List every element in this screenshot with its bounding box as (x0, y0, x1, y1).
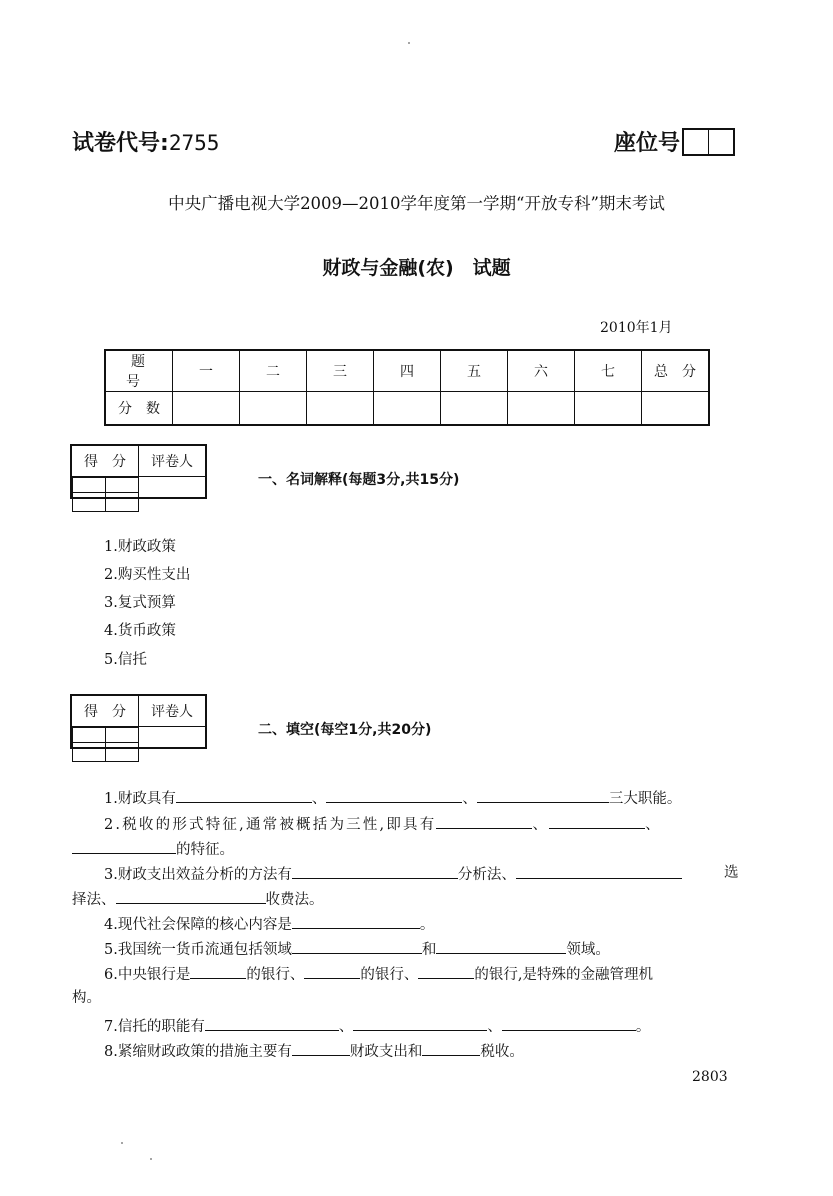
score-cell[interactable] (374, 392, 441, 426)
answer-blank[interactable] (353, 1015, 487, 1031)
question-text: 。 (635, 1019, 651, 1035)
grader-name-label: 评卷人 (139, 695, 207, 727)
question-text: 、 (311, 791, 327, 807)
question-text: 财政支出和 (349, 1044, 423, 1060)
grader-score-cell[interactable] (73, 478, 106, 512)
grader-score-label: 得 分 (71, 445, 139, 477)
section-2-heading: 二、填空(每空1分,共20分) (258, 722, 432, 738)
score-table-header-row (105, 350, 709, 392)
answer-blank[interactable] (72, 838, 176, 854)
question-text: 、 (645, 817, 662, 833)
score-table-score-row (105, 392, 709, 426)
answer-blank[interactable] (436, 813, 532, 829)
exam-title: 财政与金融(农) 试题 (322, 257, 511, 279)
seat-number-boxes[interactable] (682, 128, 735, 156)
page-number: 2803 (692, 1069, 728, 1085)
question-text: 6.中央银行是 (104, 967, 191, 983)
score-cell[interactable] (441, 392, 508, 426)
question-text: 选 (724, 865, 739, 881)
seat-number-label: 座位号 (614, 131, 681, 156)
answer-blank[interactable] (326, 787, 462, 803)
score-table (104, 349, 710, 426)
answer-blank[interactable] (116, 888, 266, 904)
score-cell[interactable] (508, 392, 575, 426)
grader-name-cell[interactable] (105, 728, 138, 762)
term-item: 2.购买性支出 (104, 567, 191, 583)
question-text: 分析法、 (457, 867, 516, 883)
fill-question-6-cont: 构。 (72, 990, 101, 1006)
score-header-cell: 三 (307, 350, 374, 392)
exam-code-number: 2755 (168, 131, 220, 155)
exam-code-label: 试卷代号: (72, 131, 169, 156)
question-text: 收费法。 (265, 892, 324, 908)
question-text: 的银行,是特殊的金融管理机 (474, 967, 653, 983)
answer-blank[interactable] (176, 787, 312, 803)
fill-question-6 (104, 963, 653, 985)
scan-speck (150, 1158, 152, 1160)
score-header-cell: 四 (374, 350, 441, 392)
score-header-cell: 总 分 (642, 350, 710, 392)
grader-score-label: 得 分 (71, 695, 139, 727)
question-text: 择法、 (72, 892, 116, 908)
question-text: 、 (487, 1019, 502, 1035)
answer-blank[interactable] (292, 863, 458, 879)
answer-blank[interactable] (516, 863, 682, 879)
score-cell[interactable] (307, 392, 374, 426)
term-item: 3.复式预算 (104, 595, 176, 611)
scan-speck (121, 1142, 123, 1144)
score-header-cell: 五 (441, 350, 508, 392)
fill-question-5 (104, 938, 610, 960)
score-header-cell: 题 号 (105, 350, 173, 392)
score-cell[interactable] (642, 392, 710, 426)
answer-blank[interactable] (292, 938, 422, 954)
question-text: 税收。 (480, 1044, 524, 1060)
question-text: 、 (532, 817, 550, 833)
answer-blank[interactable] (190, 963, 246, 979)
term-item: 5.信托 (104, 652, 147, 668)
grader-name-cell[interactable] (105, 478, 138, 512)
question-text: 的特征。 (176, 842, 234, 858)
question-text: 的银行、 (360, 967, 419, 983)
seat-number (614, 126, 735, 157)
score-header-cell: 二 (240, 350, 307, 392)
exam-subtitle: 中央广播电视大学2009—2010学年度第一学期“开放专科”期末考试 (168, 194, 665, 213)
fill-question-3 (104, 863, 682, 885)
score-cell[interactable] (575, 392, 642, 426)
answer-blank[interactable] (292, 1040, 350, 1056)
grader-score-cell[interactable] (73, 728, 106, 762)
question-text: 3.财政支出效益分析的方法有 (104, 867, 292, 883)
term-item: 1.财政政策 (104, 539, 176, 555)
fill-question-3-cont (72, 888, 324, 910)
fill-question-2 (104, 813, 662, 835)
question-text: 和 (421, 942, 437, 958)
answer-blank[interactable] (436, 938, 566, 954)
score-header-cell: 六 (508, 350, 575, 392)
question-text: 5.我国统一货币流通包括领域 (104, 942, 292, 958)
question-text: 7.信托的职能有 (104, 1019, 205, 1035)
score-cell[interactable] (173, 392, 240, 426)
question-text: 4.现代社会保障的核心内容是 (104, 917, 292, 933)
score-header-cell: 一 (173, 350, 240, 392)
answer-blank[interactable] (502, 1015, 636, 1031)
question-text: 、 (462, 791, 477, 807)
exam-code (72, 126, 219, 157)
answer-blank[interactable] (549, 813, 645, 829)
section-1-heading: 一、名词解释(每题3分,共15分) (258, 472, 460, 488)
grader-name-label: 评卷人 (139, 445, 207, 477)
question-text: 8.紧缩财政政策的措施主要有 (104, 1044, 292, 1060)
score-cell[interactable] (240, 392, 307, 426)
question-text: 、 (338, 1019, 354, 1035)
question-text: 1.财政具有 (104, 791, 176, 807)
answer-blank[interactable] (477, 787, 609, 803)
question-text: 三大职能。 (608, 791, 682, 807)
question-text: 的银行、 (246, 967, 305, 983)
score-header-cell: 七 (575, 350, 642, 392)
answer-blank[interactable] (304, 963, 360, 979)
answer-blank[interactable] (418, 963, 474, 979)
score-row-label: 分 数 (105, 392, 173, 426)
fill-question-1 (104, 787, 681, 809)
answer-blank[interactable] (292, 913, 420, 929)
grader-box-section-2 (70, 694, 207, 749)
answer-blank[interactable] (422, 1040, 480, 1056)
question-text: 领域。 (566, 942, 610, 958)
exam-date: 2010年1月 (600, 320, 673, 336)
term-item: 4.货币政策 (104, 623, 176, 639)
fill-question-7 (104, 1015, 650, 1037)
question-text: 。 (419, 917, 435, 933)
grader-box-section-1 (70, 444, 207, 499)
answer-blank[interactable] (205, 1015, 339, 1031)
question-text: 2.税收的形式特征,通常被概括为三性,即具有 (104, 817, 437, 833)
scan-speck (408, 42, 410, 44)
fill-question-4 (104, 913, 434, 935)
fill-question-2-cont (72, 838, 234, 860)
fill-question-8 (104, 1040, 524, 1062)
